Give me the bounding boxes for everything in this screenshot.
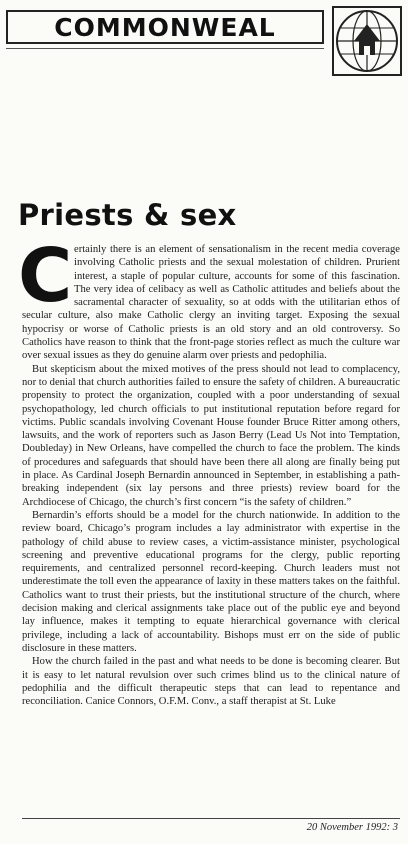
footer-rule [22, 818, 400, 819]
masthead [6, 4, 402, 80]
article-paragraph: But skepticism about the mixed motives of the press should not lead to complacency, nor to denial that church authorities failed to ensure the safety of children. A bureaucratic propensity to protect the organization, coupled with a poor understanding of sexual psychopathology, led church officials to put institutional reputation before regard for victims. Public scandals involving Covenant House founder Bruce Ritter among others, lawsuits, and the work of reporters such as Jason Berry (Lead Us Not into Temptation, Doubleday) in New Orleans, have compelled the church to face the problem. The kinds of procedures and safeguards that should have been there all along are finally being put in place. As Cardinal Joseph Bernardin announced in September, in establishing a path-breaking independent (six lay persons and three priests) review board for the Archdiocese of Chicago, the church’s first concern “is the safety of children.” [22, 363, 400, 508]
article-paragraph [18, 233, 400, 363]
drop-cap: C [18, 233, 73, 319]
article-headline: Priests & sex [18, 198, 237, 232]
article-body [18, 233, 400, 708]
paragraph-text: ertainly there is an element of sensationalism in the recent media coverage involving Catholic priests and the sexual molestation of children. Prurient interest, a staple of popular culture, accounts for some of this fascination. The very idea of celibacy as well as Catholic attitudes and beliefs about the sacramental character of sexuality, so at odds with the utilitarian ethos of secular culture, also make Catholic clergy an inviting target. Exposing the sexual hypocrisy or worse of Catholic priests is an old story and an old controversy. So Catholics have reason to think that the front-page stories reflect as much the culture war over sexual issues as they do genuine alarm over priests and pedophilia. [22, 244, 400, 362]
globe-emblem-icon [332, 6, 402, 76]
masthead-rule [6, 48, 324, 49]
article-paragraph: Bernardin’s efforts should be a model for the church nationwide. In addition to the review board, Chicago’s program includes a lay administrator with expertise in the pathology of child abuse to review cases, a victim-assistance minister, psychological screening and preventive educational programs for the clergy, public reporting requirements, and centralized personnel record-keeping. Church leaders must not underestimate the toll even the appearance of laxity in these matters takes on the faithful. Catholics want to trust their priests, but the institutional structure of the church, where decision making and clerical assignments take place out of the public eye and beyond lay influence, makes it tempting to equate hierarchical governance with clerical privilege, including a lack of accountability. Bishops must err on the side of public disclosure in these matters. [22, 509, 400, 654]
page-dateline: 20 November 1992: 3 [306, 822, 398, 833]
masthead-title: COMMONWEAL [6, 10, 324, 44]
article-paragraph: How the church failed in the past and what needs to be done is becoming clearer. But it is easy to let natural revulsion over such crimes blind us to the clinical nature of pedophilia and the difficult therapeutic steps that can lead to repentance and reconciliation. Canice Connors, O.F.M. Conv., a staff therapist at St. Luke [22, 656, 400, 708]
